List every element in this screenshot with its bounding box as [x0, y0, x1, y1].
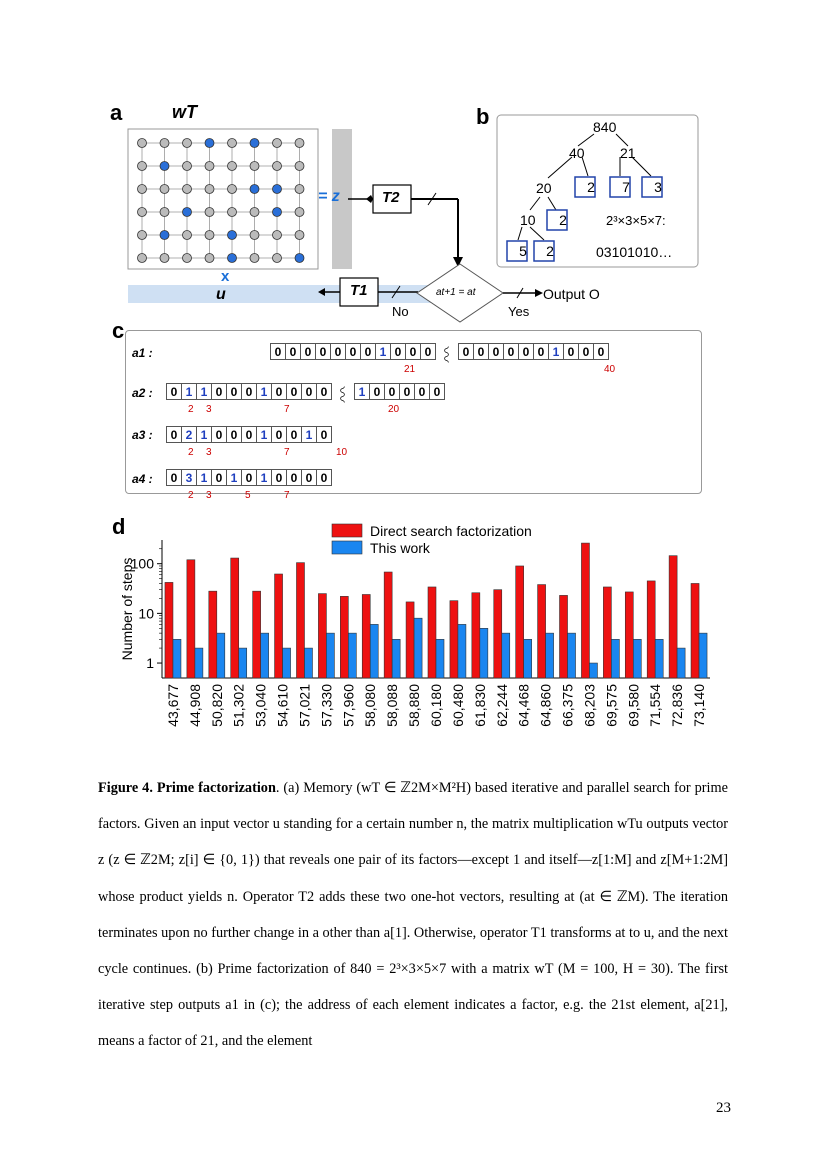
- bar-this-work: [611, 639, 619, 678]
- memory-dot: [273, 162, 282, 171]
- memory-dot: [228, 208, 237, 217]
- memory-dot: [228, 139, 237, 148]
- memory-dot-active: [250, 185, 259, 194]
- memory-dot: [205, 185, 214, 194]
- bar-this-work: [283, 648, 291, 678]
- panel-a-label: a: [110, 100, 123, 125]
- memory-dot: [250, 208, 259, 217]
- bar-direct-search: [428, 587, 436, 678]
- row-label-a1: a1 :: [132, 346, 153, 360]
- a4-cells: [166, 469, 332, 486]
- vector-cell: 0: [399, 383, 415, 400]
- memory-dot-active: [295, 254, 304, 263]
- vector-cell: 0: [271, 383, 287, 400]
- memory-dot-active: [228, 231, 237, 240]
- bar-direct-search: [231, 558, 239, 678]
- x-tick-label: 69,575: [603, 684, 620, 727]
- legend-swatch: [332, 524, 362, 537]
- bar-this-work: [524, 639, 532, 678]
- bar-this-work: [546, 633, 554, 678]
- vector-cell: 1: [196, 469, 212, 486]
- x-tick-label: 60,480: [449, 684, 466, 727]
- panel-d-label: d: [112, 514, 126, 539]
- vector-cell: 0: [563, 343, 579, 360]
- vector-cell: 0: [286, 426, 302, 443]
- tree-encoding: 03101010…: [596, 244, 673, 260]
- vector-cell: 1: [354, 383, 370, 400]
- bar-direct-search: [647, 581, 655, 678]
- memory-dot: [160, 254, 169, 263]
- yes-arrow: [503, 286, 543, 300]
- diamond-label: at+1 = at: [436, 287, 476, 298]
- x-tick-label: 58,080: [362, 684, 379, 727]
- memory-dot-active: [205, 139, 214, 148]
- bar-this-work: [436, 639, 444, 678]
- bar-this-work: [370, 624, 378, 678]
- bar-this-work: [414, 618, 422, 678]
- vector-cell: 0: [488, 343, 504, 360]
- memory-dot: [183, 162, 192, 171]
- bar-this-work: [677, 648, 685, 678]
- memory-dot: [295, 185, 304, 194]
- tree-node-20: 20: [536, 180, 552, 196]
- x-tick-label: 50,820: [208, 684, 225, 727]
- x-tick-label: 54,610: [274, 684, 291, 727]
- memory-dot: [250, 254, 259, 263]
- mark-7: 7: [284, 447, 290, 458]
- bar-direct-search: [318, 594, 326, 678]
- memory-dot: [205, 231, 214, 240]
- memory-dot: [250, 231, 259, 240]
- no-label: No: [392, 304, 409, 319]
- tree-formula: 2³×3×5×7:: [606, 213, 666, 228]
- u-label: u: [216, 286, 226, 303]
- memory-dot: [160, 208, 169, 217]
- bar-direct-search: [340, 596, 348, 678]
- bar-this-work: [633, 639, 641, 678]
- memory-dot: [295, 162, 304, 171]
- x-label: x: [221, 268, 230, 285]
- caption-figure-label: Figure 4. Prime factorization: [98, 780, 276, 796]
- mark-3: 3: [206, 447, 212, 458]
- x-tick-label: 66,375: [559, 684, 576, 727]
- bar-direct-search: [362, 594, 370, 678]
- memory-dot: [138, 254, 147, 263]
- vector-cell: 0: [414, 383, 430, 400]
- bar-direct-search: [275, 574, 283, 678]
- memory-dot: [183, 139, 192, 148]
- vector-cell: 0: [369, 383, 385, 400]
- vector-cell: 0: [330, 343, 346, 360]
- vector-cell: 0: [578, 343, 594, 360]
- t2-label: T2: [382, 189, 400, 206]
- tree-box-3: 3: [654, 179, 662, 195]
- bar-this-work: [348, 633, 356, 678]
- vector-cell: 0: [384, 383, 400, 400]
- memory-dot: [228, 162, 237, 171]
- tree-node-10: 10: [520, 212, 536, 228]
- mark-2: 2: [188, 490, 194, 501]
- vector-cell: 0: [286, 383, 302, 400]
- memory-dot-active: [250, 139, 259, 148]
- mark-2: 2: [188, 447, 194, 458]
- mark-7: 7: [284, 490, 290, 501]
- bar-this-work: [568, 633, 576, 678]
- a2-cells: [166, 383, 445, 406]
- bar-direct-search: [538, 585, 546, 678]
- memory-dot: [160, 185, 169, 194]
- bar-direct-search: [165, 582, 173, 678]
- mark-21: 21: [404, 364, 416, 375]
- x-tick-label: 58,088: [384, 684, 401, 727]
- vector-cell: 2: [181, 426, 197, 443]
- vector-cell: 0: [270, 343, 286, 360]
- memory-dot: [138, 139, 147, 148]
- tree-box-2a: 2: [587, 179, 595, 195]
- x-tick-label: 44,908: [186, 684, 203, 727]
- vector-cell: 0: [271, 426, 287, 443]
- bar-direct-search: [384, 572, 392, 678]
- x-tick-label: 57,960: [340, 684, 357, 727]
- row-label-a2: a2 :: [132, 386, 153, 400]
- bar-direct-search: [494, 590, 502, 678]
- bar-this-work: [655, 639, 663, 678]
- x-tick-label: 73,140: [691, 684, 708, 727]
- tree-box-2c: 2: [546, 243, 554, 259]
- caption-text: . (a) Memory (wT ∈ ℤ2M×M²H) based iterative and parallel search for prime factors. Given an input vector u standing for a certain number n, the matrix multiplication wTu outputs vector z (z ∈ ℤ2M; z[i] ∈ {0, 1}) that reveals one pair of its factors—except 1 and itself—z[1:M] and z[M+1:2M] whose product yields n. Operator T2 adds these two one-hot vectors, resulting at (at ∈ ℤM). The iteration terminates upon no further change in a other than a[1]. Otherwise, operator T1 transforms at to u, and the next cycle continues. (b) Prime factorization of 840 = 2³×3×5×7 with a matrix wT (M = 100, H = 30). The first iterative step outputs a1 in (c); the address of each element indicates a factor, e.g. the 21st element, a[21], means a factor of 21, and the element: [98, 780, 728, 1050]
- x-tick-label: 57,021: [296, 684, 313, 727]
- x-tick-label: 64,860: [537, 684, 554, 727]
- x-tick-label: 69,580: [625, 684, 642, 727]
- memory-dot-active: [228, 254, 237, 263]
- vector-cell: 1: [181, 383, 197, 400]
- memory-dot: [295, 208, 304, 217]
- bar-direct-search: [450, 601, 458, 678]
- bar-this-work: [195, 648, 203, 678]
- tree-box-2b: 2: [559, 212, 567, 228]
- mark-10: 10: [336, 447, 348, 458]
- bar-direct-search: [406, 602, 414, 678]
- vector-cell: 0: [316, 383, 332, 400]
- memory-dot: [273, 139, 282, 148]
- memory-dot: [228, 185, 237, 194]
- bar-this-work: [699, 633, 707, 678]
- panel-b-label: b: [476, 104, 490, 129]
- bar-this-work: [261, 633, 269, 678]
- x-tick-label: 71,554: [647, 684, 664, 727]
- sequence-break: 〰: [436, 346, 454, 363]
- bar-direct-search: [472, 593, 480, 678]
- panel-c-label: c: [112, 318, 125, 343]
- memory-dot: [138, 162, 147, 171]
- x-tick-label: 68,203: [581, 684, 598, 727]
- bar-this-work: [326, 633, 334, 678]
- t1-label: T1: [350, 282, 368, 299]
- vector-cell: 0: [285, 343, 301, 360]
- mark-3: 3: [206, 490, 212, 501]
- vector-cell: 0: [420, 343, 436, 360]
- memory-dot: [138, 231, 147, 240]
- bar-this-work: [589, 663, 597, 678]
- figure-caption: [98, 770, 728, 1060]
- memory-dot: [295, 139, 304, 148]
- vector-cell: 0: [166, 469, 182, 486]
- bar-direct-search: [669, 556, 677, 678]
- memory-dot: [138, 185, 147, 194]
- bar-this-work: [480, 628, 488, 678]
- bar-direct-search: [253, 591, 261, 678]
- bar-this-work: [217, 633, 225, 678]
- memory-dot: [273, 231, 282, 240]
- yes-label: Yes: [508, 304, 530, 319]
- vector-cell: 0: [316, 426, 332, 443]
- x-tick-label: 61,830: [471, 684, 488, 727]
- y-axis-label: Number of steps: [119, 557, 135, 661]
- vector-cell: 0: [211, 469, 227, 486]
- x-tick-label: 51,302: [230, 684, 247, 727]
- memory-dot-active: [273, 208, 282, 217]
- vector-cell: 1: [196, 383, 212, 400]
- vector-cell: 0: [503, 343, 519, 360]
- sequence-break: 〰: [332, 386, 350, 403]
- mark-3: 3: [206, 404, 212, 415]
- mark-20: 20: [388, 404, 400, 415]
- vector-cell: 0: [211, 383, 227, 400]
- row-label-a4: a4 :: [132, 472, 153, 486]
- memory-dot-active: [183, 208, 192, 217]
- output-label: Output O: [543, 286, 600, 302]
- vector-cell: 0: [429, 383, 445, 400]
- x-tick-label: 72,836: [669, 684, 686, 727]
- memory-dot: [205, 162, 214, 171]
- vector-cell: 1: [256, 426, 272, 443]
- vector-cell: 0: [241, 383, 257, 400]
- vector-cell: 0: [458, 343, 474, 360]
- vector-cell: 1: [196, 426, 212, 443]
- bar-this-work: [173, 639, 181, 678]
- memory-dot: [205, 254, 214, 263]
- mark-5: 5: [245, 490, 251, 501]
- memory-dot: [250, 162, 259, 171]
- row-label-a3: a3 :: [132, 428, 153, 442]
- vector-cell: 0: [301, 469, 317, 486]
- vector-cell: 0: [345, 343, 361, 360]
- bar-direct-search: [691, 583, 699, 678]
- bar-direct-search: [209, 591, 217, 678]
- steps-bar-chart: [110, 518, 720, 768]
- memory-dot: [160, 139, 169, 148]
- memory-dot-active: [160, 162, 169, 171]
- a3-cells: [166, 426, 332, 443]
- mark-2: 2: [188, 404, 194, 415]
- matrix-label: wT: [172, 102, 197, 122]
- vector-cell: 0: [390, 343, 406, 360]
- vector-cell: 0: [166, 426, 182, 443]
- vector-cell: 0: [166, 383, 182, 400]
- vector-cell: 0: [533, 343, 549, 360]
- bar-this-work: [239, 648, 247, 678]
- vector-cell: 1: [375, 343, 391, 360]
- bar-direct-search: [296, 563, 304, 678]
- vector-cell: 3: [181, 469, 197, 486]
- bar-direct-search: [603, 587, 611, 678]
- bar-direct-search: [187, 560, 195, 678]
- y-tick-label: 100: [130, 555, 154, 572]
- vector-cell: 0: [301, 383, 317, 400]
- bar-this-work: [502, 633, 510, 678]
- vector-cell: 0: [211, 426, 227, 443]
- tree-root: 840: [593, 119, 617, 135]
- tree-box-7: 7: [622, 179, 630, 195]
- mark-40: 40: [604, 364, 616, 375]
- x-tick-label: 43,677: [164, 684, 181, 727]
- vector-cell: 0: [300, 343, 316, 360]
- vector-cell: 0: [593, 343, 609, 360]
- tree-node-40: 40: [569, 145, 585, 161]
- z-label: = z: [318, 188, 340, 205]
- vector-cell: 0: [316, 469, 332, 486]
- page-number: 23: [716, 1100, 731, 1116]
- memory-dot: [183, 185, 192, 194]
- vector-cell: 0: [405, 343, 421, 360]
- memory-dot-active: [273, 185, 282, 194]
- tree-node-21: 21: [620, 145, 636, 161]
- vector-cell: 0: [241, 426, 257, 443]
- x-tick-label: 64,468: [515, 684, 532, 727]
- bar-direct-search: [560, 595, 568, 678]
- y-tick-label: 1: [146, 655, 154, 672]
- vector-cell: 0: [226, 426, 242, 443]
- vector-cell: 0: [271, 469, 287, 486]
- bar-this-work: [392, 639, 400, 678]
- vector-cell: 1: [301, 426, 317, 443]
- x-tick-label: 62,244: [493, 684, 510, 727]
- vector-cell: 1: [256, 383, 272, 400]
- vector-cell: 0: [360, 343, 376, 360]
- vector-cell: 0: [286, 469, 302, 486]
- x-tick-label: 57,330: [318, 684, 335, 727]
- vector-cell: 1: [226, 469, 242, 486]
- y-tick-label: 10: [138, 605, 154, 622]
- memory-dot: [183, 254, 192, 263]
- x-tick-label: 53,040: [252, 684, 269, 727]
- bar-direct-search: [625, 592, 633, 678]
- vector-cell: 0: [226, 383, 242, 400]
- vector-cell: 1: [256, 469, 272, 486]
- tree-box-5: 5: [519, 243, 527, 259]
- memory-dot: [183, 231, 192, 240]
- bar-this-work: [458, 624, 466, 678]
- memory-dot-active: [160, 231, 169, 240]
- memory-dot: [138, 208, 147, 217]
- vector-cell: 0: [518, 343, 534, 360]
- vector-cell: 0: [315, 343, 331, 360]
- mark-7: 7: [284, 404, 290, 415]
- bar-direct-search: [516, 566, 524, 678]
- vector-cell: 0: [473, 343, 489, 360]
- vector-cell: 0: [241, 469, 257, 486]
- memory-dot: [295, 231, 304, 240]
- memory-dot: [273, 254, 282, 263]
- vector-cell: 1: [548, 343, 564, 360]
- legend-label: Direct search factorization: [370, 523, 532, 539]
- bar-direct-search: [581, 543, 589, 678]
- bar-this-work: [304, 648, 312, 678]
- x-tick-label: 60,180: [428, 684, 444, 727]
- x-tick-label: 58,880: [406, 684, 423, 727]
- memory-dot: [205, 208, 214, 217]
- legend-swatch: [332, 541, 362, 554]
- a1-cells: [270, 343, 609, 366]
- legend-label: This work: [370, 540, 430, 556]
